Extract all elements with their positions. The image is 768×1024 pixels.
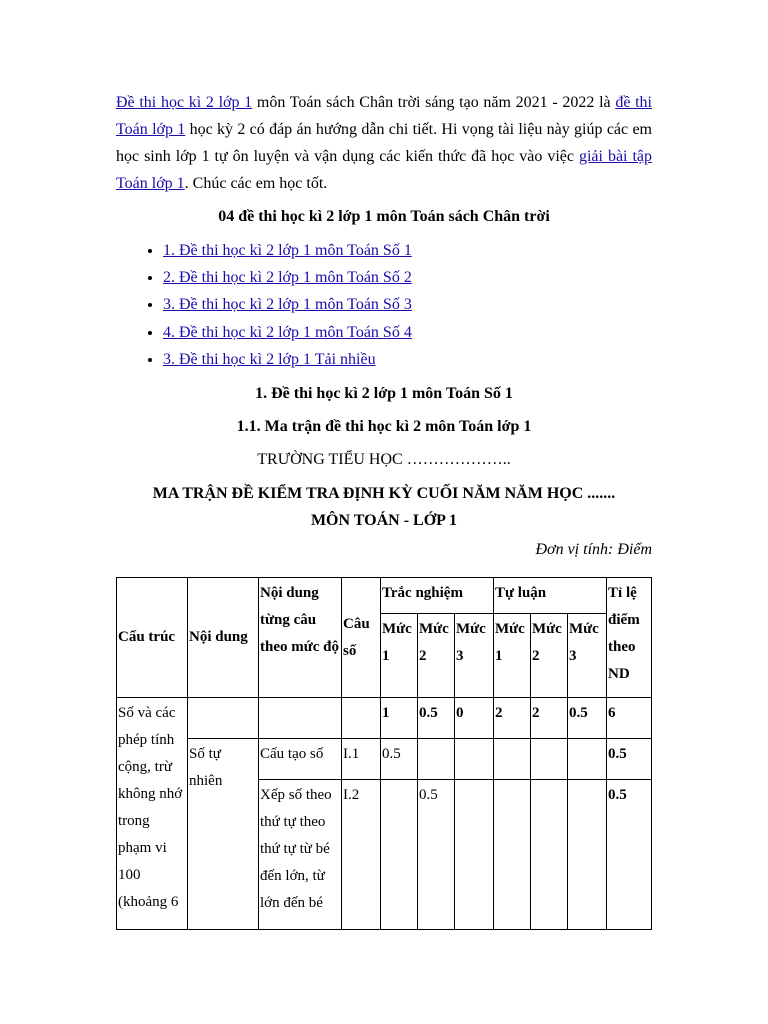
cell-value: 1 bbox=[381, 698, 418, 739]
unit-label: Đơn vị tính: Điểm bbox=[535, 541, 652, 558]
cell-value: 0.5 bbox=[568, 698, 607, 739]
toc-list bbox=[116, 237, 412, 373]
header-structure: Cấu trúc bbox=[117, 578, 188, 698]
cell-empty bbox=[455, 780, 494, 930]
intro-link-math-exam[interactable]: đề thi Toán lớp 1 bbox=[116, 94, 652, 138]
row-question: I.1 bbox=[342, 739, 381, 780]
school-name: TRƯỜNG TIỂU HỌC ……………….. bbox=[257, 451, 511, 468]
cell-value: 0.5 bbox=[381, 739, 418, 780]
intro-text-1: môn Toán sách Chân trời sáng tạo năm 2021 - 2022 là bbox=[252, 94, 616, 111]
header-detail: Nội dung từng câu theo mức độ bbox=[259, 578, 342, 698]
toc-item bbox=[163, 291, 412, 318]
toc-item bbox=[163, 237, 412, 264]
section-title: 04 đề thi học kì 2 lớp 1 môn Toán sách Chân trời bbox=[218, 208, 550, 225]
level-essay-3: Mức 3 bbox=[568, 614, 607, 698]
matrix-title: MA TRẬN ĐỀ KIỂM TRA ĐỊNH KỲ CUỐI NĂM NĂM HỌC ....... bbox=[152, 485, 616, 502]
cell-empty bbox=[259, 698, 342, 739]
toc-link-1[interactable]: 1. Đề thi học kì 2 lớp 1 môn Toán Số 1 bbox=[163, 242, 412, 259]
cell-ratio: 0.5 bbox=[607, 780, 652, 930]
cell-empty bbox=[188, 698, 259, 739]
toc-link-5[interactable]: 3. Đề thi học kì 2 lớp 1 Tải nhiều bbox=[163, 350, 376, 368]
level-mc-2: Mức 2 bbox=[418, 614, 455, 698]
cell-value: 0.5 bbox=[418, 780, 455, 930]
toc-item bbox=[163, 264, 412, 291]
row-detail: Cấu tạo số bbox=[259, 739, 342, 780]
cell-empty bbox=[342, 698, 381, 739]
toc-item bbox=[163, 319, 412, 346]
cell-empty bbox=[494, 739, 531, 780]
level-mc-3: Mức 3 bbox=[455, 614, 494, 698]
table-row bbox=[117, 739, 652, 780]
level-mc-1: Mức 1 bbox=[381, 614, 418, 698]
intro-link-exercises[interactable]: giải bài tập Toán lớp 1 bbox=[116, 148, 652, 192]
cell-value: 2 bbox=[531, 698, 568, 739]
level-essay-2: Mức 2 bbox=[531, 614, 568, 698]
matrix-table bbox=[116, 577, 652, 930]
matrix-subtitle: MÔN TOÁN - LỚP 1 bbox=[310, 512, 458, 529]
header-question: Câu số bbox=[342, 578, 381, 698]
cell-empty bbox=[455, 739, 494, 780]
row-detail: Xếp số theo thứ tự theo thứ tự từ bé đến lớn, từ lớn đến bé bbox=[259, 780, 342, 930]
header-ratio: Tỉ lệ điểm theo ND bbox=[607, 578, 652, 698]
toc-item bbox=[163, 346, 412, 373]
table-header-row bbox=[117, 578, 652, 614]
cell-empty bbox=[568, 739, 607, 780]
intro-paragraph bbox=[116, 89, 652, 197]
toc-link-4[interactable]: 4. Đề thi học kì 2 lớp 1 môn Toán Số 4 bbox=[163, 323, 412, 341]
row-content: Số tự nhiên bbox=[188, 739, 259, 930]
cell-ratio: 6 bbox=[607, 698, 652, 739]
cell-value: 2 bbox=[494, 698, 531, 739]
cell-empty bbox=[494, 780, 531, 930]
cell-value: 0 bbox=[455, 698, 494, 739]
header-essay: Tự luận bbox=[494, 578, 607, 614]
row-question: I.2 bbox=[342, 780, 381, 930]
cell-ratio: 0.5 bbox=[607, 739, 652, 780]
header-content: Nội dung bbox=[188, 578, 259, 698]
toc-link-2[interactable]: 2. Đề thi học kì 2 lớp 1 môn Toán Số 2 bbox=[163, 269, 412, 287]
cell-empty bbox=[381, 780, 418, 930]
cell-empty bbox=[568, 780, 607, 930]
heading-matrix: 1.1. Ma trận đề thi học kì 2 môn Toán lớp 1 bbox=[236, 418, 532, 435]
intro-text-3: . Chúc các em học tốt. bbox=[184, 175, 328, 192]
header-multiple-choice: Trắc nghiệm bbox=[381, 578, 494, 614]
cell-value: 0.5 bbox=[418, 698, 455, 739]
table-row bbox=[117, 698, 652, 739]
intro-text-2: học kỳ 2 có đáp án hướng dẫn chi tiết. Hi vọng tài liệu này giúp các em học sinh lớp 1 tự ôn luyện và vận dụng các kiến thức đã học vào việc bbox=[116, 121, 652, 165]
cell-empty bbox=[418, 739, 455, 780]
intro-link-exam[interactable]: Đề thi học kì 2 lớp 1 bbox=[116, 94, 253, 111]
heading-exam-1: 1. Đề thi học kì 2 lớp 1 môn Toán Số 1 bbox=[255, 385, 513, 402]
level-essay-1: Mức 1 bbox=[494, 614, 531, 698]
cell-empty bbox=[531, 780, 568, 930]
toc-link-3[interactable]: 3. Đề thi học kì 2 lớp 1 môn Toán Số 3 bbox=[163, 296, 412, 314]
cell-empty bbox=[531, 739, 568, 780]
row-structure: Số và các phép tính cộng, trừ không nhớ trong phạm vi 100 (khoảng 6 bbox=[117, 698, 188, 930]
